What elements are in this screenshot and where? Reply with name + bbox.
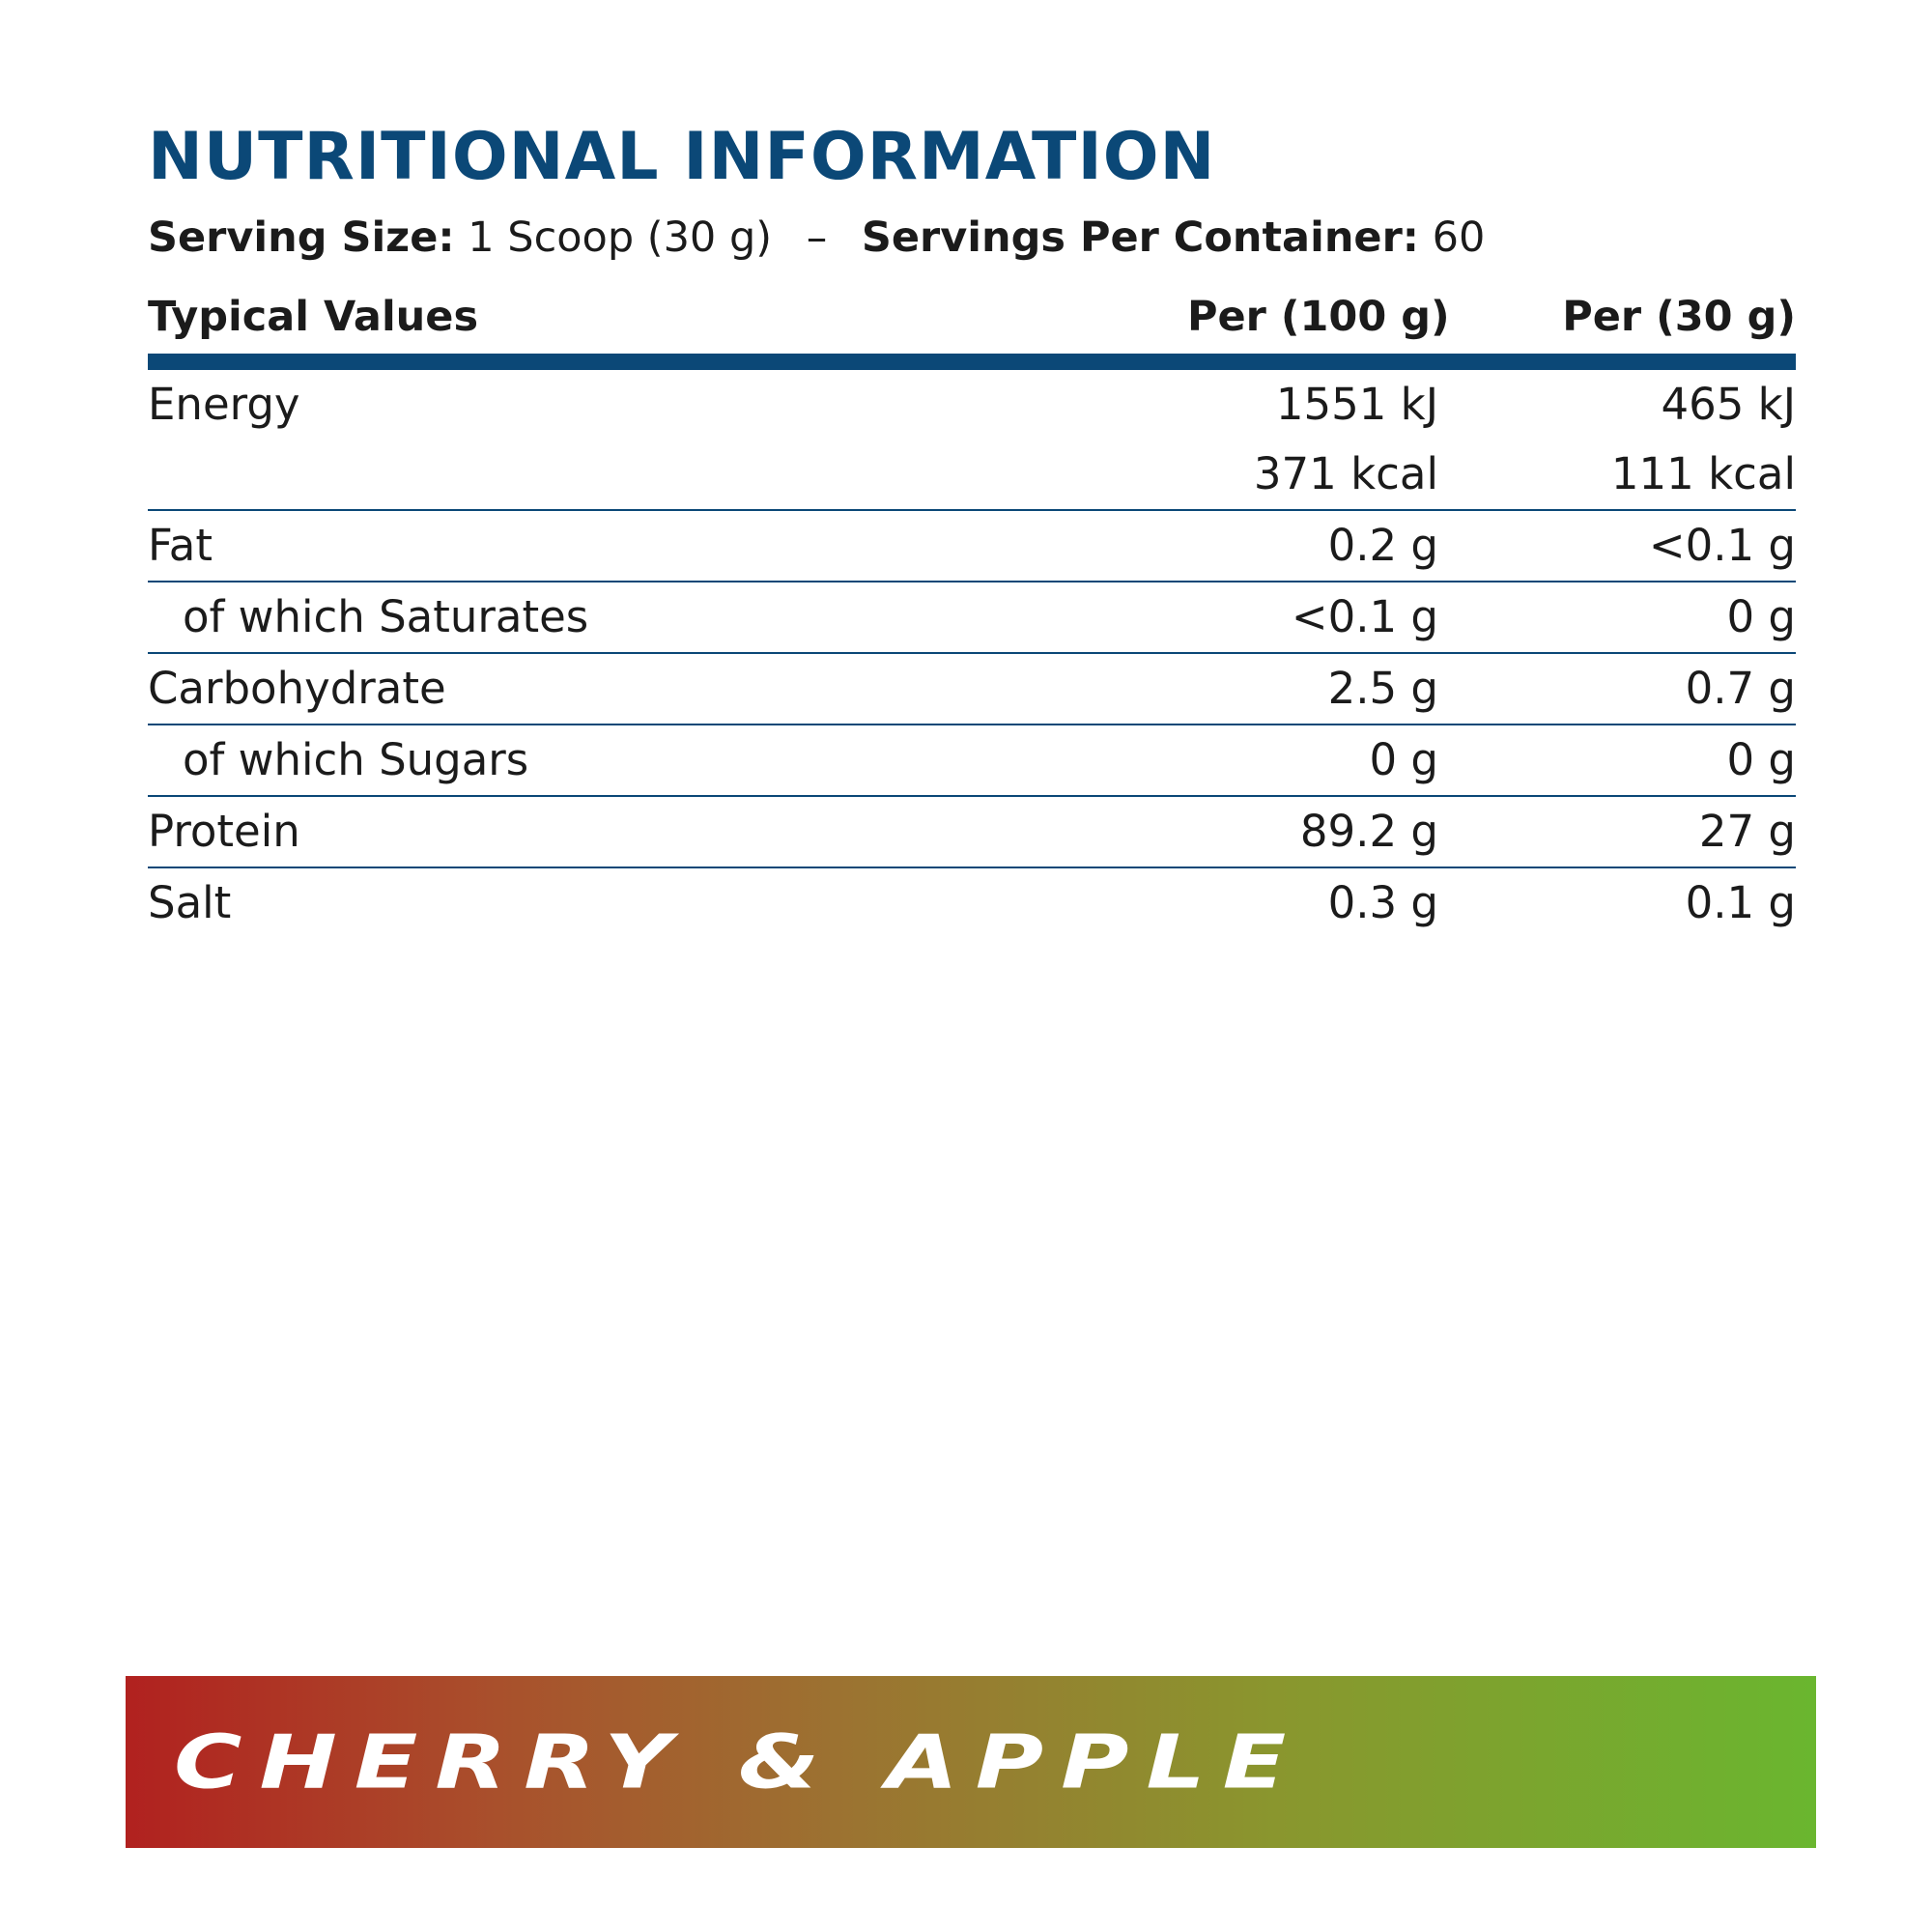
value-per-30g: 27 g [1698, 806, 1796, 857]
row-group-protein [148, 797, 1796, 868]
nutrient-name: Carbohydrate [148, 663, 446, 714]
serving-info [148, 209, 1796, 267]
nutrient-name: Fat [148, 520, 213, 571]
serving-size-value: 1 Scoop (30 g) [468, 213, 773, 262]
table-row [148, 582, 1796, 652]
value-per-30g: 0.7 g [1685, 663, 1796, 714]
table-header [148, 280, 1796, 346]
row-group-saturates [148, 582, 1796, 654]
value-per-100g: 0.2 g [1327, 520, 1438, 571]
row-group-energy [148, 370, 1796, 511]
value-per-30g: 111 kcal [1610, 448, 1796, 499]
nutrient-name: Salt [148, 877, 232, 928]
page-title: NUTRITIONAL INFORMATION [148, 119, 1216, 195]
value-per-30g: 465 kJ [1661, 379, 1796, 430]
value-per-30g: 0 g [1726, 591, 1796, 642]
value-per-100g: 371 kcal [1253, 448, 1438, 499]
table-row [148, 370, 1796, 440]
row-group-salt [148, 868, 1796, 938]
value-per-100g: 89.2 g [1299, 806, 1438, 857]
nutrient-name: of which Saturates [183, 591, 589, 642]
nutrition-table-body [148, 370, 1796, 938]
nutrient-name: Energy [148, 379, 300, 430]
header-per-30g: Per (30 g) [1562, 293, 1796, 341]
flavour-banner [126, 1676, 1816, 1848]
value-per-100g: 2.5 g [1327, 663, 1438, 714]
table-row [148, 654, 1796, 724]
value-per-100g: 0.3 g [1327, 877, 1438, 928]
servings-per-container-label: Servings Per Container: [861, 213, 1419, 262]
header-typical-values: Typical Values [148, 293, 479, 341]
header-divider [148, 354, 1796, 370]
row-group-sugars [148, 725, 1796, 797]
table-row [148, 511, 1796, 581]
serving-separator: – [806, 213, 828, 262]
value-per-30g: 0.1 g [1685, 877, 1796, 928]
value-per-100g: 0 g [1369, 734, 1438, 785]
row-group-carbohydrate [148, 654, 1796, 725]
nutrient-name: Protein [148, 806, 300, 857]
table-row [148, 725, 1796, 795]
value-per-30g: 0 g [1726, 734, 1796, 785]
row-group-fat [148, 511, 1796, 582]
header-per-100g: Per (100 g) [1187, 293, 1450, 341]
serving-size-label: Serving Size: [148, 213, 455, 262]
value-per-100g: <0.1 g [1291, 591, 1438, 642]
table-row [148, 440, 1796, 509]
nutrient-name: of which Sugars [183, 734, 529, 785]
value-per-30g: <0.1 g [1648, 520, 1796, 571]
value-per-100g: 1551 kJ [1275, 379, 1438, 430]
table-row [148, 797, 1796, 867]
nutrition-panel [148, 116, 1796, 938]
flavour-name: CHERRY & APPLE [174, 1719, 1304, 1805]
servings-per-container-value: 60 [1432, 213, 1486, 262]
table-row [148, 868, 1796, 938]
